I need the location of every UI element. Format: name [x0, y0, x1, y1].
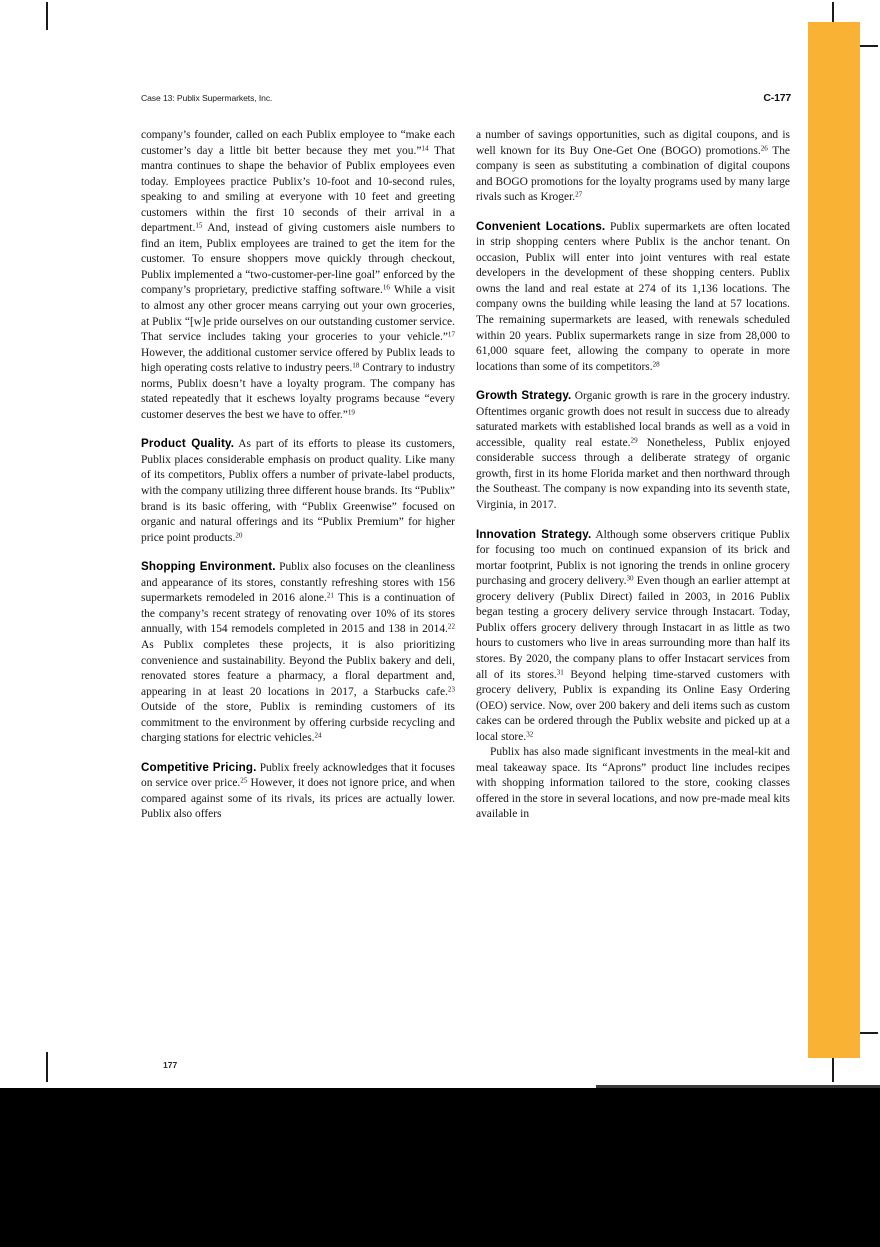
paragraph-spacer: [141, 423, 455, 436]
text-run: Outside of the store, Publix is reminding customers of its commitment to the environment by offering curbside recycling and charging stations for electric vehicles.: [141, 701, 455, 745]
body-columns: [141, 128, 791, 948]
footnote-ref-20: 20: [235, 531, 243, 540]
text-run: Although some observers critique Publix for focusing too much on continued expansion of its brick and mortar footprint, Publix is not ignoring the trends in online grocery purchasing and grocery delivery.: [476, 528, 790, 588]
footnote-ref-15: 15: [195, 221, 203, 230]
text-run: Publix freely acknowledges that it focuses on service over price.: [141, 761, 455, 790]
right-column: [476, 128, 790, 948]
text-run: a number of savings opportunities, such as digital coupons, and is well known for its Buy One-Get One (BOGO) promotions.: [476, 129, 790, 157]
crop-mark-bottom-left: [46, 1052, 48, 1082]
footnote-ref-26: 26: [760, 144, 768, 153]
footnote-ref-17: 17: [447, 330, 455, 339]
footnote-ref-31: 31: [556, 668, 564, 677]
footnote-ref-29: 29: [630, 436, 638, 445]
footnote-ref-19: 19: [347, 408, 355, 417]
paragraph-spacer: [476, 375, 790, 388]
footnote-ref-24: 24: [314, 731, 322, 740]
folio-page-number: 177: [163, 1060, 178, 1070]
text-run: company’s founder, called on each Publix employee to “make each customer’s day a little bit better because they met you.”: [141, 129, 455, 157]
orange-thumb-tab: [808, 22, 860, 1058]
footnote-ref-32: 32: [526, 730, 534, 739]
text-run: Even though an earlier attempt at grocery delivery (Publix Direct) failed in 2003, in 2016 Publix began testing a grocery delivery service through Instacart. Today, Publix offers grocery delivery through Instacart in as little as two hours to customers who live in areas surrounding more than half its stores. By 2020, the company plans to offer Instacart services from all of its stores.: [476, 575, 791, 681]
crop-mark-top-left: [46, 2, 48, 30]
heading-product-quality: Product Quality.: [141, 437, 235, 451]
footnote-ref-18: 18: [352, 361, 360, 370]
paragraph-spacer: [476, 514, 790, 527]
heading-growth-strategy: Growth Strategy.: [476, 389, 572, 403]
text-run: That mantra continues to shape the behavior of Publix employees even today. Employees practice Publix’s 10-foot and 10-second rules, speaking to and smiling at everyone with 10 feet and greeting customers within the first 10 seconds of their arrival in a department.: [141, 144, 455, 235]
running-head: [141, 92, 791, 104]
heading-convenient-locations: Convenient Locations.: [476, 219, 606, 233]
paragraph-competitive-pricing: [141, 760, 455, 823]
text-run: However, it does not ignore price, and when compared against some of its rivals, its prices are actually lower. Publix also offers: [141, 777, 455, 821]
footnote-ref-28: 28: [652, 360, 660, 369]
footnote-ref-23: 23: [447, 685, 455, 694]
text-run: This is a continuation of the company’s recent strategy of renovating over 10% of its stores annually, with 154 remodels completed in 2015 and 138 in 2014.: [141, 592, 455, 636]
text-run: As part of its efforts to please its customers, Publix places considerable emphasis on product quality. Like many of its competitors, Publix offers a number of private-label products, with the company utilizing three different house brands. Its “Publix” brand is its basic offering, with “Publix Greenwise” focused on organic and natural offerings and its “Publix Premium” for higher price point products.: [141, 438, 455, 544]
text-run: Publix supermarkets are often located in strip shopping centers where Publix is the anchor tenant. On occasion, Publix will enter into joint ventures with real estate developers in the development of these shopping centers. Publix owns the land and real estate at 274 of its 1,136 locations. The company owns the building while leasing the land at 57 locations. The remaining supermarkets are leased, with renewals scheduled within 20 years. Publix supermarkets range in size from 28,000 to 61,000 square feet, allowing the company to operate in more locations than some of its competitors.: [476, 220, 790, 373]
paragraph-spacer: [141, 546, 455, 559]
paragraph-continued-customer-service: [141, 128, 455, 423]
text-run: The company is seen as substituting a combination of digital coupons and BOGO promotions for the loyalty programs used by many large rivals such as Kroger.: [476, 144, 790, 204]
text-run: Organic growth is rare in the grocery industry. Oftentimes organic growth does not result in success due to already saturated markets with established local brands as well as a void in accessible, quality real estate.: [476, 390, 790, 449]
footnote-ref-21: 21: [326, 591, 334, 600]
footnote-ref-16: 16: [382, 284, 390, 293]
footnote-ref-30: 30: [626, 574, 634, 583]
paragraph-innovation-strategy: [476, 527, 790, 746]
text-run: However, the additional customer service offered by Publix leads to high operating costs relative to industry peers.: [141, 346, 455, 375]
heading-shopping-environment: Shopping Environment.: [141, 560, 276, 574]
text-run: Nonetheless, Publix enjoyed considerable success through a deliberate strategy of organic growth, first in its home Florida market and then northward through the Southeast. The company is now expanding into its seventh state, Virginia, in 2017.: [476, 436, 790, 512]
text-run: While a visit to almost any other grocer means carrying out your own groceries, at Publix “[w]e pride ourselves on our outstanding customer service. That service includes taking your groceries to your vehicle.”: [141, 284, 455, 344]
paragraph-product-quality: [141, 436, 455, 546]
paragraph-meal-kit: Publix has also made significant investments in the meal-kit and meal takeaway space. Its “Aprons” product line includes recipes with shopping information tailored to the store, cooking classes offered in the store in several locations, and now pre-made meal kits available in: [476, 746, 790, 821]
paragraph-spacer: [476, 206, 790, 219]
text-run: Contrary to industry norms, Publix doesn’t have a loyalty program. The company has stated repeatedly that it eschews loyalty programs because “every customer deserves the best we have to offer.”: [141, 362, 456, 421]
running-head-case-title: Case 13: Publix Supermarkets, Inc.: [141, 93, 273, 103]
heading-innovation-strategy: Innovation Strategy.: [476, 527, 592, 541]
footnote-ref-27: 27: [575, 190, 583, 199]
text-run: And, instead of giving customers aisle numbers to find an item, Publix employees are trained to get the item for the customer. To ensure shoppers move quickly through checkout, Publix implemented a “two-customer-per-line goal” enforced by the company’s proprietary, predictive staffing software.: [141, 222, 455, 297]
text-run: Publix also focuses on the cleanliness and appearance of its stores, constantly refreshing stores with 156 supermarkets remodeled in 2016 alone.: [141, 561, 455, 605]
running-head-page-label: C-177: [763, 92, 791, 104]
paragraph-continued-savings: [476, 128, 790, 206]
scan-black-band: [0, 1088, 880, 1247]
footnote-ref-22: 22: [447, 623, 455, 631]
left-column: [141, 128, 455, 948]
paragraph-convenient-locations: [476, 219, 790, 375]
paragraph-shopping-environment: [141, 559, 455, 747]
text-run: Beyond helping time-starved customers with grocery delivery, Publix is expanding its Online Easy Ordering (OEO) service. Now, over 200 bakery and deli items such as custom cakes can be ordered through the Publix website and picked up at a local store.: [476, 668, 791, 743]
footnote-ref-14: 14: [421, 144, 429, 153]
footnote-ref-25: 25: [240, 776, 248, 785]
text-run: As Publix completes these projects, it is also prioritizing convenience and sustainability. Beyond the Publix bakery and deli, renovated stores feature a pharmacy, a floral department and, appearing in at least 20 locations in 2017, a Starbucks cafe.: [141, 638, 455, 698]
paragraph-spacer: [141, 747, 455, 760]
paragraph-growth-strategy: [476, 388, 790, 513]
heading-competitive-pricing: Competitive Pricing.: [141, 760, 257, 774]
